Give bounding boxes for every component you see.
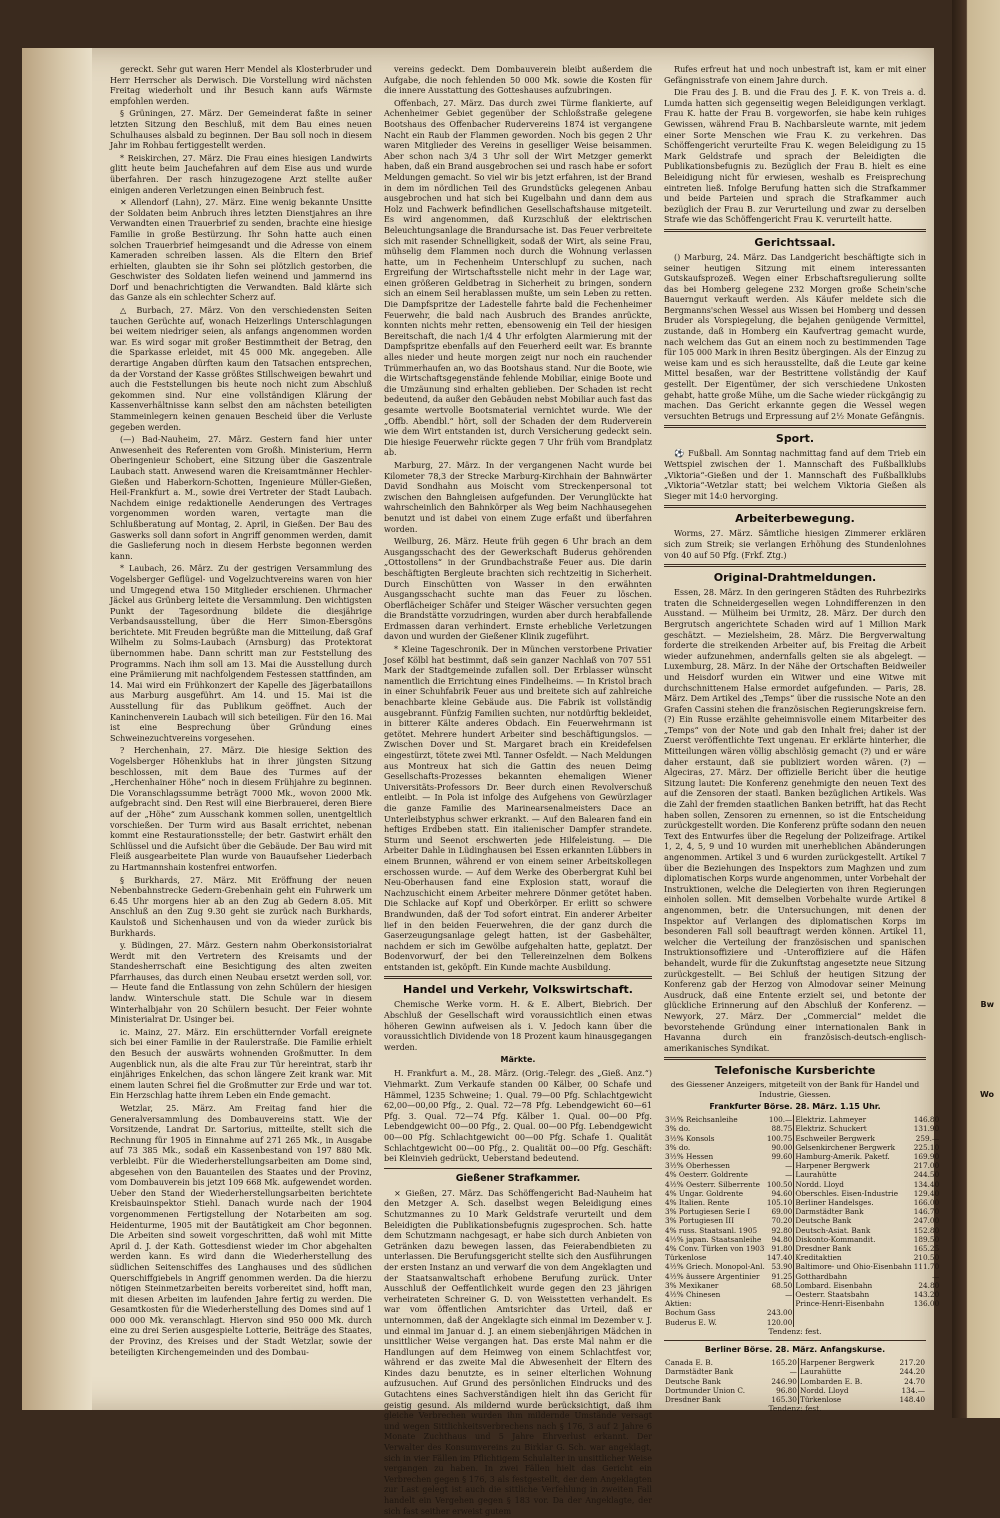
article-paragraph: Weilburg, 26. März. Heute früh gegen 6 Uhr brach an dem Ausgangsschacht des der Gewerkschaft Buderus gehörenden „Ottostollens“ in der Grundbachstraße Feuer aus. Die darin beschäftigten Bergleute brachten sich rechtzeitig in Sicherheit. Durch Einschütten von Wasser in den erwähnten Ausgangsschacht suchte man das Feuer zu löschen. Oberflächeiger Schäfer und Steiger Wäscher versuchten gegen die Brandstätte vorzudringen, wurden aber durch herabfallende Erdmassen daran verhindert. Ernste erhebliche Verletzungen davon und wurden der Gießener Klinik zugeführt. — [384, 536, 652, 642]
security-name: Oesterr. Staatsbahn — [794, 1290, 913, 1299]
security-name: Darmstädter Bank — [794, 1207, 913, 1216]
kurs-row — [664, 1235, 940, 1244]
security-name: Kreditaktien — [794, 1253, 913, 1262]
security-price: 131.90 — [913, 1124, 940, 1134]
kurs-row — [664, 1272, 940, 1281]
frankfurt-boerse-heading: Frankfurter Börse. 28. März. 1.15 Uhr. — [709, 1102, 881, 1112]
security-name: Elektriz. Schuckert — [794, 1124, 913, 1133]
security-price: 92.80 — [771, 1225, 793, 1235]
security-price — [766, 1299, 794, 1308]
security-price: 169.90 — [913, 1151, 940, 1161]
security-name: Eschweiler Bergwerk — [794, 1134, 913, 1143]
security-name: Canada E. B. — [665, 1358, 713, 1368]
security-name: Bochum Gass — [665, 1308, 716, 1318]
security-price: 189.50 — [913, 1234, 940, 1244]
security-price: — — [785, 1289, 793, 1299]
security-name: Lombard. Eisenbahn — [794, 1281, 913, 1290]
security-name: 3% do. — [665, 1124, 691, 1134]
security-name: Elektriz. Lahmeyer — [794, 1115, 913, 1124]
security-price: 100.50 — [766, 1179, 793, 1189]
section-divider — [664, 1057, 926, 1060]
article-paragraph: (—) Bad-Nauheim, 27. März. Gestern fand hier unter Anwesenheit des Referenten vom Großh. Ministerium, Herrn Oberingenieur Schobert, eine Sitzung über die Gaszentrale Laubach statt. Anwesend waren die Kreisamtmänner Hechler-Gießen und Haberkorn-Schotten, Ingenieure Müller-Gießen, Heil-Frankfurt a. M., sowie drei Vertreter der Stadt Laubach. Nachdem einige redaktionelle Aenderungen des Vertrages vorgenommen worden waren, vertagte man die Schlußberatung auf Montag, 2. April, in Gießen. Der Bau des Gaswerks soll dann sofort in Angriff genommen werden, damit die Gaslieferung noch in diesem Herbste begonnen werden kann. — [110, 434, 372, 561]
security-price: 225.10 — [913, 1142, 940, 1152]
article-paragraph: ? Herchenhain, 27. März. Die hiesige Sektion des Vogelsberger Höhenklubs hat in ihrer jüngsten Sitzung beschlossen, mit dem Baue des Turmes auf der „Herchenhainer Höhe“ noch in diesem Frühjahre zu beginnen. Die Voranschlagssumme beträgt 7000 Mk., wovon 2000 Mk. aufgebracht sind. Den Rest will eine Bierbrauerei, deren Biere auf der „Höhe“ zum Ausschank kommen sollen, unentgeltlich vorschießen. Der Turm wird aus Basalt errichtet, nebenan kommt eine Restaurationsstelle; der betr. Gastwirt erhält den Schlüssel und die Aufsicht über die Gebäude. Der Bau wird mit Fleiß ausgearbeitete Plan wurde von Bauaufseher Liederbach zu Hartmannshain kostenfrei entworfen. — [110, 745, 372, 872]
security-price: 99.60 — [771, 1151, 793, 1161]
security-name: Darmstädter Bank — [665, 1367, 734, 1377]
security-price: 165.25 — [913, 1243, 940, 1253]
security-price: 143.20 — [913, 1289, 940, 1299]
security-name: 4% russ. Staatsanl. 1905 — [665, 1225, 758, 1235]
kurs-source-note: des Giessener Anzeigers, mitgeteilt von der Bank für Handel und Industrie, Giessen. — [670, 1080, 920, 1099]
security-name: Deutsche Bank — [794, 1216, 913, 1225]
article-paragraph: vereins gedeckt. Dem Dombauverein bleibt außerdem die Aufgabe, die noch fehlenden 50 000 Mk. sowie die Kosten für die innere Ausstattung des Gotteshauses aufzubringen. — [384, 64, 652, 96]
kurs-row — [664, 1262, 940, 1271]
security-name: 4½% Chinesen — [665, 1289, 721, 1299]
section-divider — [384, 1168, 652, 1169]
security-price: 94.80 — [771, 1234, 793, 1244]
security-price: 134.— — [901, 1385, 925, 1395]
security-name: Gelsenkirchener Bergwerk — [794, 1143, 913, 1152]
berlin-kurs-table — [664, 1358, 926, 1404]
security-name: 3% Mexikaner — [665, 1280, 719, 1290]
security-name: 3% Portugiesen III — [665, 1216, 735, 1226]
security-name: Lombarden E. B. — [798, 1377, 892, 1386]
security-name: 3½% Reichsanleihe — [665, 1115, 738, 1125]
kurs-row — [664, 1386, 926, 1395]
security-price: 165.20 — [771, 1358, 797, 1368]
security-name: 4% Conv. Türken von 1903 — [665, 1243, 765, 1253]
kurs-row — [664, 1216, 940, 1225]
security-name: Nordd. Lloyd — [794, 1180, 913, 1189]
margin-fragment: Wo — [979, 1090, 994, 1099]
security-price: 247.00 — [913, 1216, 940, 1226]
security-name: Deutsche Bank — [665, 1376, 721, 1386]
article-paragraph: Rufes erfreut hat und noch unbestraft ist, kam er mit einer Gefängnisstrafe von einem Jahre durch. — [664, 64, 926, 85]
security-price: 24.80 — [918, 1280, 940, 1290]
kurs-row — [664, 1308, 940, 1317]
security-name — [794, 1308, 913, 1317]
article-paragraph: () Marburg, 24. März. Das Landgericht beschäftigte sich in seiner heutigen Sitzung mit einem interessanten Gutskaufsprozeß. Wegen einer Erbschaftsregulierung sollte das bei Homberg gelegene 232 Morgen große Schein'sche Bauerngut verkauft werden. Als Käufer meldete sich die Bergmanns'schen Wessel aus Wissen bei Homberg und dessen Bruder als Vorspiegelung, die bejahen genügende Vermittel, zustande, daß in Homberg ein Kaufvertrag gemacht wurde, nach welchem das Gut an einem noch zu bestimmenden Tage für 105 000 Mark in ihren Besitz übergingen. Als der Einzug zu weise kam und es sich herausstellte, daß die Leute gar keine Mittel besaßen, war der Bestrittene vollständig der Kauf gestellt. Der Eigentümer, der sich verschiedene Unkosten gehabt, hatte große Mühe, um die Sache wieder rückgängig zu machen. Das Gericht erkannte gegen die Wessel wegen versuchten Betrugs und Erpressung auf 2½ Monate Gefängnis. — [664, 251, 926, 421]
security-price: 217.20 — [899, 1358, 925, 1368]
kurs-row — [664, 1198, 940, 1207]
berlin-boerse-heading: Berliner Börse. 28. März. Anfangskurse. — [704, 1345, 886, 1355]
frankfurt-tendenz: Tendenz: fest. — [768, 1326, 822, 1336]
section-heading-handel: Handel und Verkehr, Volkswirtschaft. — [403, 983, 633, 997]
security-name: 3% do. — [665, 1142, 691, 1152]
article-paragraph: Offenbach, 27. März. Das durch zwei Türme flankierte, auf Achenheimer Gebiet gegenüber der Schloßstraße gelegene Bootshaus des Offenbacher Rudervereins 1874 ist vergangene Nacht ein Raub der Flammen geworden. Noch bis gegen 2 Uhr waren Mitglieder des Vereins in geselliger Weise beisammen. Aber schon nach 3/4 3 Uhr soll der Wirt Metzger gemerkt haben, daß ein Brand ausgebrochen sei und rasch habe er sofort Meldungen gemacht. So viel wir bis jetzt erfahren, ist der Brand in dem im nördlichen Teil des Grundstücks gelegenen Anbau ausgebrochen und hat sich bei Kugelbahn und dann dem aus Holz und Fachwerk befindlichen Gesellschaftshause mitgeteilt. Es wird angenommen, daß Kurzschluß der elektrischen Beleuchtungsanlage die Brandursache ist. Das Feuer verbreitete sich mit rasender Schnelligkeit, sodaß der Wirt, als seine Frau, mühselig dem Flammen noch durch die Wohnung verlassen hatte, um in Fechenheim Unterschlupf zu suchen, nach Ergreifung der Wirtschaftsstelle nicht mehr in der Lage war, einen größeren Geldbetrag in Sicherheit zu bringen, sondern sich an einem Seil herablassen mußte, um sein Leben zu retten. Die Dampfspritze der Ladestelle fahrte bald die Fechenheimer Feuerwehr, die bald nach Ausbruch des Brandes anrückte, konnten nichts mehr retten, ebensowenig ein Teil der hiesigen Bereitschaft, die nach 1/4 4 Uhr erfolgten Alarmierung mit der Dampfspritze ebenfalls auf den Feuerherd eeilt war. Es brannte alles nieder und heute morgen zeigt nur noch ein rauchender Trümmerhaufen an, wo das Bootshaus stand. Nur die Boote, wie die Wirtschaftsgegenstände fehlende Mobiliar, einige Boote und die Umzäunung sind erhalten geblieben. Der Schaden ist recht bedeutend, da außer den Gebäuden nebst Mobiliar auch fast das gesamte wertvolle Bootsmaterial vernichtet wurde. Wie der „Offb. Abendbl.“ hört, soll der Schaden der dem Ruderverein wie dem Wirt entstanden ist, durch Versicherung gedeckt sein. Die hiesige Feuerwehr rückte gegen 7 Uhr früh vom Brandplatz ab. — [384, 97, 652, 458]
section-heading-arbeiterbewegung: Arbeiterbewegung. — [735, 512, 855, 526]
kurs-row — [664, 1299, 940, 1308]
security-name: Buderus E. W. — [665, 1317, 717, 1327]
security-name: Türkenlose — [665, 1253, 707, 1263]
kurs-row — [664, 1226, 940, 1235]
security-price: 94.60 — [771, 1188, 793, 1198]
security-price: 70.20 — [771, 1216, 793, 1226]
article-paragraph: Essen, 28. März. In den geringeren Städten des Ruhrbezirks traten die Schneidergesellen wegen Lohndifferenzen in den Ausstand. — Mülheim bei Urmitz, 28. März. Der durch den Bergrutsch angerichtete Schaden wird auf 1 Million Mark geschätzt. — Mezielsheim, 28. März. Die Bergverwaltung forderte die streikenden Arbeiter auf, bis Freitag die Arbeit wieder aufzunehmen, andernfalls gelten sie als abgelegt. — Luxemburg, 28. März. In der Nähe der Ortschaften Beidweiler und Heisdorf wurden ein Witwer und eine Witwe mit durchschnittenem Halse ermordet aufgefunden. — Paris, 28. März. Dem Artikel des „Temps“ über die russische Note an den Grafen Cassini stehen die französischen Regierungskreise fern. (?) Ein Russe erzählte geheimnisvolle einem Mitarbeiter des „Temps“ von der Note und gab den Inhalt frei; daher ist der Zuerst veröffentlichte Text ungenau. Er erklärte hinterher, die Mitteilungen wären völlig abschlösig gemacht (?) und er wäre daher erstaunt, daß sie publiziert worden wären. (?) — Algeciras, 27. März. Der offizielle Bericht über die heutige Sitzung lautet: Die Konferenz genehmigte den neuen Text des auf die Zensoren der staatl. Banken bezüglichen Artikels. Was die Zahl der fremden staatlichen Banken betrifft, hat das Recht haben sollen, Zensoren zu ernennen, so ist die Entscheidung zurückgestellt worden. Die Konferenz prüfte sodann den neuen Text des Entwurfes über die Regelung der Polizeifrage. Artikel 1, 2, 4, 5, 9 und 10 wurden mit unerheblichen Abänderungen angenommen. Artikel 3 und 6 wurden zurückgestellt. Artikel 7 über die Beziehungen des Inspektors zum Maghzen und zum diplomatischen Korps wurde angenommen, unter Vorbehalt der Instruktionen, welche die Delegierten von ihren Regierungen einholen sollen. Mit demselben Vorbehalte wurde Artikel 8 angenommen, betr. die Untersuchungen, mit denen der Inspektor auf Verlangen des diplomatischen Korps im besonderen Fall soll beauftragt werden können. Artikel 11, welcher die Verteilung der französischen und spanischen Instruktionsoffiziere und -Unteroffiziere auf die Häfen behandelt, wurde für die Zukunftstag angesetzte neue Sitzung zurückgestellt. — Bei Schluß der heutigen Sitzung der Konferenz gab der Herzog von Almodovar seiner Meinung Ausdruck, daß eine Entente erzielt sei, und betonte der glückliche Erinnerung auf den Abschluß der Konferenz. — Newyork, 27. März. Der „Commercial“ meldet die bevorstehende Gründung einer internationalen Bank in Havanna durch ein französisch-deutsch-englisch-amerikanisches Syndikat. — [664, 587, 926, 1053]
kurs-row — [664, 1253, 940, 1262]
section-divider — [664, 229, 926, 232]
security-name: Laurahütte — [798, 1367, 892, 1376]
kurs-row — [664, 1377, 926, 1386]
security-name: 4% Italien. Rente — [665, 1197, 730, 1207]
security-price: 148.40 — [899, 1394, 925, 1404]
section-divider — [664, 564, 926, 567]
security-name: Prince-Henri-Eisenbahn — [794, 1299, 913, 1308]
security-price: 100.75 — [766, 1133, 793, 1143]
article-paragraph: Worms, 27. März. Sämtliche hiesigen Zimmerer erklären sich zum Streik; sie verlangen Erhöhung des Stundenlohnes von 40 auf 50 Pfg. (Frkf. Ztg.) — [664, 528, 926, 560]
article-paragraph: ⚽ Fußball. Am Sonntag nachmittag fand auf dem Trieb ein Wettspiel zwischen der 1. Mannschaft des Fußballklubs „Viktoria“-Gießen und der 1. Mannschaft des Fußballklubs „Viktoria“-Wetzlar statt; bei welchem Viktoria Gießen als Sieger mit 14:0 hervorging. — [664, 448, 926, 501]
section-heading-drahtmeldungen: Original-Drahtmeldungen. — [713, 571, 877, 585]
security-price — [913, 1318, 941, 1327]
security-price: 88.75 — [771, 1124, 793, 1134]
security-price: 134.40 — [913, 1179, 940, 1189]
security-name: Deutsch-Asiat. Bank — [794, 1226, 913, 1235]
kurs-row — [664, 1170, 940, 1179]
section-heading-strafkammer: Gießener Strafkammer. — [455, 1172, 581, 1184]
security-name: 3½% Konsols — [665, 1133, 715, 1143]
section-divider — [384, 976, 652, 979]
security-name: 4% Ungar. Goldrente — [665, 1188, 744, 1198]
security-name: Harpener Bergwerk — [794, 1161, 913, 1170]
newspaper-page — [22, 48, 940, 1516]
security-price: 259.— — [915, 1133, 940, 1143]
subheading-maerkte: Märkte. — [500, 1055, 536, 1065]
security-price: — — [785, 1161, 793, 1171]
kurs-row — [664, 1367, 926, 1376]
security-price: 105.10 — [766, 1197, 793, 1207]
security-name: 3½% Oberhessen — [665, 1161, 730, 1171]
security-price: 146.70 — [913, 1207, 940, 1217]
security-price: 244.50 — [913, 1170, 940, 1180]
kurs-row — [664, 1290, 940, 1299]
security-price: — — [789, 1367, 797, 1377]
security-price: 243.00 — [766, 1308, 793, 1318]
security-price: 136.00 — [913, 1299, 940, 1309]
berlin-tendenz: Tendenz: fest. — [768, 1404, 822, 1414]
section-heading-sport: Sport. — [775, 432, 815, 446]
article-paragraph: * Laubach, 26. März. Zu der gestrigen Versammlung des Vogelsberger Geflügel- und Vogelzuchtvereins waren von hier und Umgegend etwa 150 Mitglieder erschienen. Uhrmacher Jäckel aus Grünberg leitete die Versammlung. Den wichtigsten Punkt der Tagesordnung bildete die diesjährige Verbandsausstellung, über die Herr Simon-Ebersgöns berichtete. Mit Freuden begrüßte man die Mitteilung, daß Graf Wilhelm zu Solms-Laubach (Arnsburg) das Protektorat übernommen habe. Dann schritt man zur Feststellung des Programms. Nach ihm soll am 13. Mai die Ausstellung durch eine Prämiierung mit nachfolgendem Festessen stattfinden, am 14. Mai wird ein Frühkonzert der Kapelle des Jägerbataillons aus Marburg ausgeführt. Am 14. und 15. Mai ist die Ausstellung für das Publikum geöffnet. Auch der Kaninchenverein Laubach will sich beteiligen. Für den 16. Mai ist eine Besprechung über Gründung eines Schweinezuchtvereins vorgesehen. — [110, 563, 372, 743]
kurs-row — [664, 1180, 940, 1189]
security-price: 91.25 — [771, 1271, 793, 1281]
kurs-row — [664, 1281, 940, 1290]
security-name: 4½% Oesterr. Silberrente — [665, 1179, 760, 1189]
security-name: Dortmunder Union C. — [665, 1385, 746, 1395]
kurs-row — [664, 1124, 940, 1133]
kurs-row — [664, 1161, 940, 1170]
article-paragraph: gereckt. Sehr gut waren Herr Mendel als Klosterbruder und Herr Herrscher als Derwisch. Die Vorstellung wird nächsten Freitag wiederholt und ihr Besuch kann aufs Wärmste empfohlen werden. — [110, 64, 372, 106]
security-price: 120.00 — [766, 1317, 793, 1327]
section-divider — [664, 505, 926, 508]
article-paragraph: Chemische Werke vorm. H. & E. Albert, Biebrich. Der Abschluß der Gesellschaft wird voraussichtlich einen etwas höheren Gewinn aufweisen als i. V. Jedoch kann über die voraussichtlich Dividende von 18 Prozent kaum hinausgegangen werden. — [384, 999, 652, 1052]
security-price: 217.00 — [913, 1161, 940, 1171]
security-name: 4½% japan. Staatsanleihe — [665, 1234, 762, 1244]
security-price — [913, 1308, 941, 1317]
security-price: 147.40 — [766, 1253, 793, 1263]
margin-fragment: Bw — [980, 1000, 994, 1009]
security-name: 4½% Griech. Monopol-Anl. — [665, 1262, 765, 1272]
page-gutter — [22, 48, 92, 1410]
kurs-row — [664, 1358, 926, 1367]
kurs-row — [664, 1395, 926, 1404]
security-price: 166.00 — [913, 1197, 940, 1207]
security-price: 165.30 — [771, 1394, 797, 1404]
security-name: Aktien: — [665, 1299, 692, 1309]
security-name: 4½% äussere Argentinier — [665, 1271, 760, 1281]
section-divider — [664, 425, 926, 428]
kurs-row — [664, 1207, 940, 1216]
security-name: Berliner Handelsges. — [794, 1198, 913, 1207]
section-divider — [664, 1340, 926, 1341]
security-price: 100.— — [768, 1115, 793, 1125]
kurs-row — [664, 1189, 940, 1198]
article-paragraph: * Reiskirchen, 27. März. Die Frau eines hiesigen Landwirts glitt heute beim Jauchefahren auf dem Eise aus und wurde überfahren. Der rasch hinzugezogene Arzt stellte außer einigen anderen Verletzungen einen Beinbruch fest. — [110, 152, 372, 195]
security-price: 90.00 — [771, 1142, 793, 1152]
section-heading-gerichtssaal: Gerichtssaal. — [754, 235, 836, 249]
article-paragraph: △ Burbach, 27. März. Von den verschiedensten Seiten tauchen Gerüchte auf, wonach Heizerlings Unterschlagungen bei weitem niedriger seien, als anfangs angenommen worden war. Es wird sogar mit großer Bestimmtheit der Betrag, den die Sparkasse erleidet, mit 45 000 Mk. angegeben. Alle derartige Angaben dürften kaum den Tatsachen entsprechen, da der Vorstand der Kasse größtes Stillschweigen bewahrt und auch die Feststellungen bis heute noch nicht zum Abschluß gekommen sind. Nur eine vollständigen Klärung der Kassenverhältnisse kann selbst den am nächsten beteiligten Stammeinlegern keinen genauen Bescheid über die Verluste gegeben werden. — [110, 305, 372, 432]
security-price: 96.80 — [776, 1385, 797, 1395]
security-price: 152.80 — [913, 1225, 940, 1235]
article-paragraph: ic. Mainz, 27. März. Ein erschütternder Vorfall ereignete sich bei einer Familie in der Raulerstraße. Die Familie erhielt den Besuch der auswärts wohnenden Großmutter. In dem Augenblick nun, als die alte Frau zur Tür hereintrat, starb ihr einjähriges Enkelchen, das schon längere Zeit krank war. Mit einem lauten Schrei fiel die Großmutter zur Erde und war tot. Ein Herzschlag hatte ihrem Leben ein Ende gemacht. — [110, 1026, 372, 1101]
security-name: 4% Oesterr. Goldrente — [665, 1170, 748, 1180]
security-name: Diskonto-Kommandit. — [794, 1235, 913, 1244]
article-paragraph: ✕ Allendorf (Lahn), 27. März. Eine wenig bekannte Unsitte der Soldaten beim Anbruch ihres letzten Dienstjahres an ihre Verwandten einen Trauerbrief zu senden, brachte eine hiesige Familie in große Bestürzung. Ihr Sohn hatte auch einen solchen Trauerbrief heimgesandt und die Adresse von einem Kameraden schreiben lassen. Als die Eltern den Brief erhielten, glaubten sie ihr Sohn sei plötzlich gestorben, die Geschwister des Soldaten liefen weinend und jammernd ins Dorf und benachrichtigten die Verwandten. Bald klärte sich das Ganze als ein schlechter Scherz auf. — [110, 197, 372, 303]
kurs-row — [664, 1143, 940, 1152]
article-paragraph: § Burkhards, 27. März. Mit Eröffnung der neuen Nebenbahnstrecke Gedern-Grebenhain geht ein Fuhrwerk um 6.45 Uhr morgens hier ab an den Zug ab Gedern 8.05. Mit Anschluß an den Zug 9.30 geht sie zurück nach Burkhards, Kaulstoß und Sichenhausen und von da wieder zurück bis Burkhards. — [110, 874, 372, 938]
article-paragraph: H. Frankfurt a. M., 28. März. (Orig.-Telegr. des „Gieß. Anz.“) Viehmarkt. Zum Verkaufe standen 00 Kälber, 00 Schafe und Hämmel, 1235 Schweine; 1. Qual. 79—00 Pfg. Schlachtgewicht 62,00—00,00 Pfg., 2. Qual. 72—78 Pfg. Lebendgewicht 60—61 Pfg. 3. Qual. 72—74 Pfg. Kälber 1. Qual. 00—00 Pfg. Lebendgewicht 00—00 Pfg., 2. Qual. 00—00 Pfg. Lebendgewicht 00—00 Pfg. Schlachtgewicht 00—00 Pfg. Schafe 1. Qualität Schlachtgewicht 00—00 Pfg., 2. Qualität 00—00 Pfg. Geschäft: bei Kleinvieh gedrückt, Ueberstand bedeutend. — [384, 1068, 652, 1164]
security-price: — — [785, 1170, 793, 1180]
security-price: 53.90 — [771, 1262, 793, 1272]
security-price: 246.90 — [771, 1376, 797, 1386]
kurs-row — [664, 1134, 940, 1143]
kurs-row — [664, 1318, 940, 1327]
section-heading-kursberichte: Telefonische Kursberichte — [714, 1064, 876, 1078]
security-price: 24.70 — [904, 1376, 925, 1386]
column-1 — [110, 64, 372, 1359]
article-paragraph: § Grüningen, 27. März. Der Gemeinderat faßte in seiner letzten Sitzung den Beschluß, mit dem Bau eines neuen Schulhauses alsbald zu beginnen. Der Bau soll noch in diesem Jahr im Rohbau fertiggestellt werden. — [110, 108, 372, 151]
security-price: 91.80 — [771, 1243, 793, 1253]
security-price: 69.00 — [771, 1207, 793, 1217]
kurs-row — [664, 1244, 940, 1253]
security-price: 244.20 — [899, 1367, 925, 1377]
security-name: Oberschles. Eisen-Industrie — [794, 1189, 913, 1198]
kurs-row — [664, 1115, 940, 1124]
security-name: 3½% Hessen — [665, 1151, 714, 1161]
article-paragraph: * Kleine Tageschronik. Der in München verstorbene Privatier Josef Kölbl hat bestimmt, daß sein ganzer Nachlaß von 707 551 Mark der Stadtgemeinde zufallen soll. Der Erblasser wünscht namentlich die Errichtung eines Findelheims. — In Kristol brach in einer Schuhfabrik Feuer aus und breitete sich auf zahlreiche benachbarte kleine Gebäude aus. Die Fabrik ist vollständig ausgebrannt. Fünfzig Familien suchten, nur notdürftig bekleidet, in bitterer Kälte anderes Obdach. Ein Feuerwehrmann ist getötet. Mehrere hundert Arbeiter sind beschäftigungslos. — Zwischen Dover und St. Margaret brach ein Kreidefelsen eingestürzt, tötete zwei Mtl. Tanner Osfeldt. — Nach Meldungen aus Montreux hat sich die Gattin des neuen Deimg Gesellschafts-Prozesses bekannten ehemaligen Wiener Universitäts-Professors Dr. Beer durch einen Revolverschuß entleibt. — In Pola ist infolge des Aufgehens von Gewürzlager die ganze Familie des Marinearsenalmeisters Dace an Unterleibstyphus schwer erkrankt. — Auf den Balearen fand ein heftiges Erdbeben statt. Ein italienischer Dampfer strandete. Sturm und Seenot erschwerten jede Hilfeleistung. — Die Arbeiter Dahle in Lüdinghausen bei Essen erkannten Lübbers in einem Brunnen, während er von einem seiner Arbeitskollegen erschossen wurde. — Auf dem Werke des Oberbergrat Kuhl bei Neu-Oberhausen fand eine Explosion statt, worauf die Nachzuschicht einem Arbeiter mehrere Dönmer getötet haben. Die Schlacke auf Kopf und Oberkörper. Er erlitt so schwere Brandwunden, daß der Tod sofort eintrat. Ein anderer Arbeiter lief in den beiden Feuerwehren, die der ganz durch die Gaserzeugungsanlage gelegt hatten, ist der Gasbehälter, nachdem er sich im Gewölbe aufgehalten hatte, geplatzt. Der Bodenvorwurf, der bei den Tellereinzelnen dem Bolkens entstanden ist, geköpft. Ein Kunde machte Ausbildung. — [384, 644, 652, 972]
article-paragraph: × Gießen, 27. März. Das Schöffengericht Bad-Nauheim hat den Metzger A. Sch. daselbst wegen Beleidigung eines Schutzmannes zu 10 Mark Geldstrafe verurteilt und dem Beleidigten die Publikationsbefugnis zugesprochen. Sch. hatte dem Schutzmann nachgesagt, er habe sich durch Anbieten von Getränken dazu bewegen lassen, das Feierabendbieten zu unterlassen. Die Berufungsgericht stellte sich den Ausführungen der ersten Instanz an und verwarf die von dem Angeklagten und der Staatsanwaltschaft erhobene Berufung zurück. Unter Ausschluß der Oeffentlichkeit wurde gegen den 23 jährigen verheirateten Schreiner G. D. von Weisstetten verhandelt. Es war vom öffentlichen Amtsrichter das Urteil, daß er unternommen, daß der Angeklagte sich einmal im Dezember v. J. und einmal im Januar d. J. an einem siebenjährigen Mädchen in unsittlicher Weise vergangen hat. Das erste Mal nahm er die Handlungen auf dem Heimweg von einem Schlachtfest vor, während er das zweite Mal die Abwesenheit der Eltern des Kindes dazu benutzte, es in seiner elterlichen Wohnung aufzusuchen. Auf Grund des persönlichen Eindrucks und des Gutachtens eines Sachverständigen hielt ihn das Gericht für geistig gesund. Als mildernd wurde berücksichtigt, daß ihm gleiche Verbrechen wurden ihm mildernde Umstände versagt und wegen Sittlichkeitsverbrechens nach § 176, 3 auf 2 Jahre 6 Monate Zuchthaus und 5 Jahre Ehrverlust erkannt. Der Verwalter des Konsumvereins zu Birklar G. Sch. war angeklagt, sich in vier Fällen im Pflichtigem Schulalter in unsittlicher Weise vergangen zu haben. In zwei Fällen hielt das Gericht ein Verbrechen gegen § 176, 3 als festgestellt, der dem Angeklagten zur Last gelegt ist auch die sittliche Verfehlung in zweiten Fall handelt ein Vergehen gegen § 183 vor. Da der Angeklagte, der sich fast seither erweist gutem — [384, 1187, 652, 1516]
security-price: 68.50 — [771, 1280, 793, 1290]
frankfurt-kurs-table — [664, 1115, 940, 1327]
security-price: — — [931, 1271, 940, 1281]
column-3 — [664, 64, 940, 1416]
security-name: Dresdner Bank — [794, 1244, 913, 1253]
security-price: 210.50 — [913, 1253, 940, 1263]
kurs-row — [664, 1152, 940, 1161]
security-price: 111.70 — [913, 1262, 940, 1272]
security-name: 3% Portugiesen Serie I — [665, 1207, 751, 1217]
security-name: Laurahütte — [794, 1170, 913, 1179]
security-name: Hamburg-Amerik. Paketf. — [794, 1152, 913, 1161]
security-name: Nordd. Lloyd — [798, 1386, 892, 1395]
security-price: 129.40 — [913, 1188, 940, 1198]
security-price: 146.80 — [913, 1115, 940, 1125]
adjacent-page-edge — [952, 0, 1000, 1418]
article-paragraph: Wetzlar, 25. März. Am Freitag fand hier die Generalversammlung des Dombauvereins statt. Wie der Vorsitzende, Landrat Dr. Sartorius, mitteilte, stellt sich die Rechnung für 1905 in Einnahme auf 271 265 Mk., in Ausgabe auf 73 385 Mk., sodaß ein Kassenbestand von 197 880 Mk. verbleibt. Für die Wiederherstellungsarbeiten am Dome sind, abgesehen von den Bauanteilen des Staates und der Provinz, vom Dombauverein bis jetzt 109 668 Mk. aufgewendet worden. Ueber den Stand der Wiederherstellungsarbeiten berichtete Kreisbauinspektor Stiehl. Danach wurde nach der 1904 vorgenommenen Fertigstellung der Notarbeiten am sog. Heidenturme, 1905 mit der Bautätigkeit am Chor begonnen. Die Arbeiten sind soweit vorgeschritten, daß wohl mit Mitte April d. J. der Kath. Gottesdienst wieder im Chor abgehalten werden kann. Es wird dann die Wiederherstellung des südlichen Seitenschiffes des Langhauses und des südlichen Querschiffgiebels in Angriff genommen werden. Da die hierzu nötigen Steinmetzarbeiten bereits vorbereitet sind, hofft man, mit diesen Arbeiten im laufenden Jahre fertig zu werden. Die Gesamtkosten für die Wiederherstellung des Domes sind auf 1 000 000 Mk. veranschlagt. Hiervon sind 950 000 Mk. durch eine zu drei Serien ausgespielte Lotterie, Beiträge des Staates, der Provinz, des Kreises und der Stadt Wetzlar, sowie der beteiligten Kirchengemeinden und des Dombau- — [110, 1103, 372, 1357]
column-2 — [384, 64, 652, 1518]
security-name: Harpener Bergwerk — [798, 1358, 892, 1367]
security-name — [794, 1318, 913, 1327]
article-paragraph: Die Frau des J. B. und die Frau des J. F. K. von Treis a. d. Lumda hatten sich gegenseitig wegen Beleidigungen verklagt. Frau K. hatte der Frau B. vorgeworfen, sie habe kein ruhiges Gewissen, während Frau B. Nachbarsleute warnte, mit jedem einer Sorte Menschen wie Frau K. zu verkehren. Das Schöffengericht verurteilte Frau K. wegen Beleidigung zu 15 Mark Geldstrafe und sprach der Beleidigten die Publikationsbefugnis zu. Bezüglich der Frau B. hielt es eine Beleidigung nicht für erwiesen, weshalb es Freisprechung eintreten ließ. Infolge Berufung hatten sich die Strafkammer und beide Parteien und sprach die Strafkammer auch bezüglich der Frau B. zur Verurteilung und zwar zu derselben Strafe wie das Schöffengericht Frau K. verurteilt hatte. — [664, 87, 926, 225]
article-paragraph: y. Büdingen, 27. März. Gestern nahm Oberkonsistorialrat Werdt mit den Vertretern des Kreisamts und der Standesherrschaft eine Besichtigung des alten zweiten Pfarrhauses, das durch einen Neubau ersetzt werden soll, vor. — Heute fand die Entlassung von zehn Schülern der hiesigen landw. Winterschule statt. Die Schule war in diesem Winterhalbjahr von 20 Schülern besucht. Der Feier wohnte Ministerialrat Dr. Usinger bei. — [110, 940, 372, 1025]
security-name: Gotthardbahn — [794, 1272, 913, 1281]
security-name: Türkenlose — [798, 1395, 892, 1404]
security-name: Dresdner Bank — [665, 1394, 721, 1404]
article-paragraph: Marburg, 27. März. In der vergangenen Nacht wurde bei Kilometer 78,3 der Strecke Marburg-Kirchhain der Bahnwärter David Sondhahn aus Moischt vom Streckenpersonal tot zwischen den Bahngleisen aufgefunden. Der Verunglückte hat wahrscheinlich den Bahnkörper als Weg beim Nachhausegehen benutzt und ist dabei von einem Zuge erfaßt und überfahren worden. — [384, 459, 652, 534]
security-name: Baltimore- und Ohio-Eisenbahn — [795, 1262, 912, 1272]
